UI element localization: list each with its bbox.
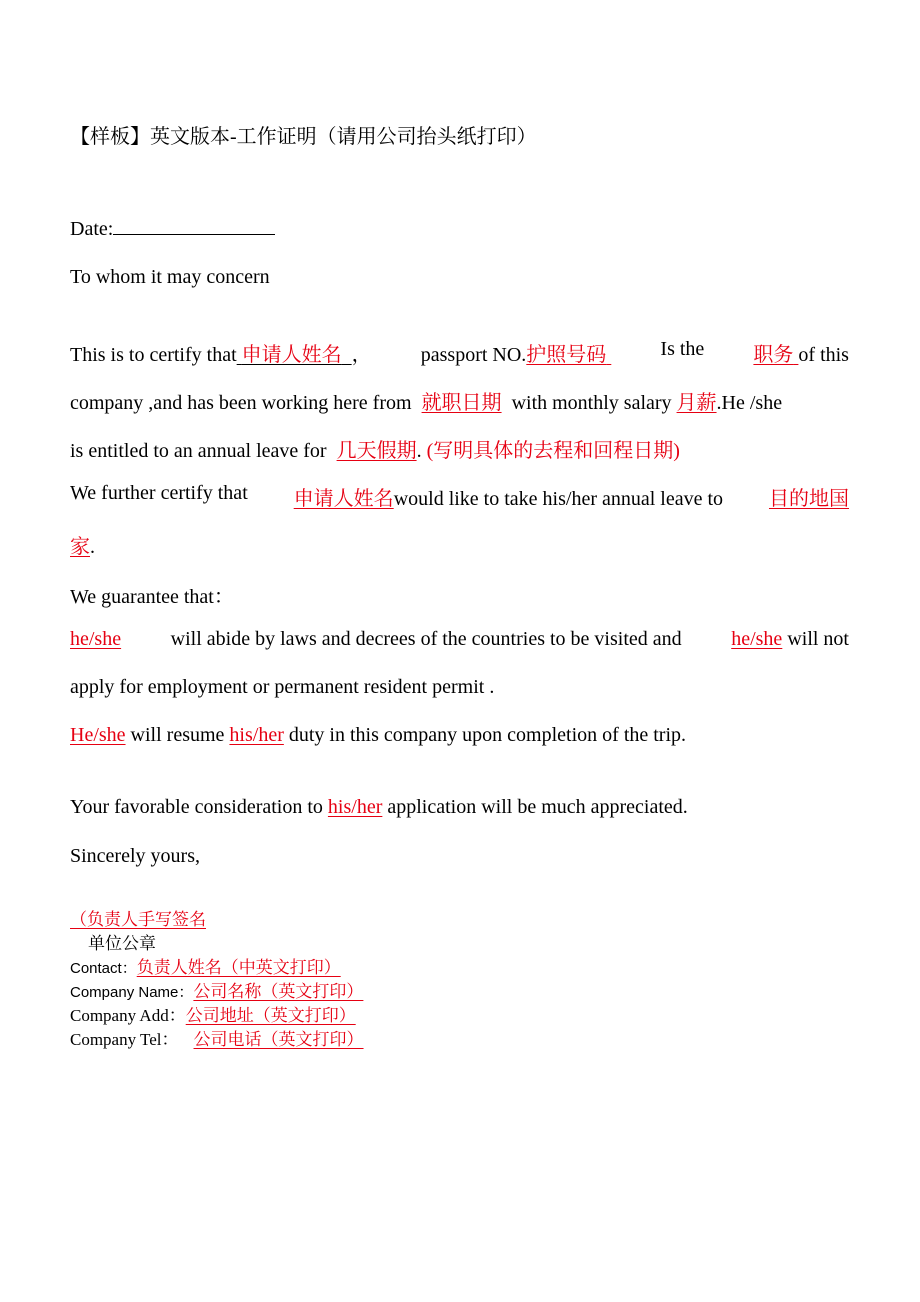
- para1-line4: We further certify that 申请人姓名would like to take his/her annual leave to 目的地国: [70, 482, 849, 510]
- para2-line2: apply for employment or permanent resident permit .: [70, 676, 495, 698]
- text-segment: This is to certify that 申请人姓名 ，: [70, 344, 372, 366]
- applicant-name-placeholder: 申请人姓名: [241, 344, 342, 366]
- pronoun-placeholder: he/she: [70, 628, 122, 650]
- para2-line3: He/she will resume his/her duty in this company upon completion of the trip.: [70, 724, 687, 746]
- destination-placeholder: 目的地国: [768, 488, 849, 510]
- contact-row: [70, 953, 341, 979]
- salary-placeholder: 月薪: [676, 392, 717, 414]
- company-add-value: 公司地址（英文打印）: [185, 1006, 356, 1025]
- para1-line5: 家.: [70, 536, 95, 558]
- handwritten-signature-note: （负责人手写签名: [70, 910, 206, 929]
- date-label: Date:: [70, 218, 114, 240]
- pronoun-placeholder-3: He/she: [70, 724, 126, 746]
- pronoun-placeholder-2: he/she: [731, 628, 783, 650]
- destination-placeholder-cont: 家: [70, 536, 90, 558]
- company-tel-label: Company Tel：: [70, 1030, 179, 1049]
- para2-line1: he/she will abide by laws and decrees of the countries to be visited and he/she will not: [70, 628, 849, 650]
- para1-line2: company ,and has been working here from 就职日期 with monthly salary 月薪.He /she: [70, 392, 783, 414]
- closing-line: Your favorable consideration to his/her application will be much appreciated.: [70, 796, 688, 818]
- text-segment: Is the: [660, 338, 705, 360]
- company-add-label: Company Add：: [70, 1006, 186, 1025]
- possessive-placeholder-2: his/her: [327, 796, 383, 818]
- para1-line1: [70, 338, 849, 367]
- company-name-value: 公司名称（英文打印）: [193, 982, 364, 1001]
- guarantee-heading: We guarantee that：: [70, 586, 234, 608]
- leave-days-placeholder: 几天假期: [336, 440, 417, 462]
- company-seal-label: 单位公章: [88, 934, 156, 953]
- company-name-label: Company Name：: [70, 984, 194, 1001]
- start-date-placeholder: 就职日期: [421, 392, 502, 414]
- company-add-row: [70, 1001, 356, 1027]
- date-line: [70, 218, 275, 241]
- contact-label: Contact：: [70, 960, 137, 977]
- document-title: 【样板】英文版本-工作证明（请用公司抬头纸打印）: [70, 126, 537, 148]
- possessive-placeholder: his/her: [229, 724, 284, 746]
- text-segment: [70, 628, 121, 651]
- company-tel-row: [70, 1025, 364, 1051]
- position-placeholder: 职务: [753, 344, 794, 366]
- company-tel-value: 公司电话（英文打印）: [193, 1030, 364, 1049]
- text-segment: passport NO.护照号码: [421, 338, 612, 367]
- para1-line3: is entitled to an annual leave for 几天假期. (写明具体的去程和回程日期): [70, 440, 680, 462]
- text-segment: he/she will not: [731, 628, 849, 650]
- text-segment: 申请人姓名would like to take his/her annual leave to: [293, 488, 724, 510]
- date-blank: [113, 218, 275, 235]
- travel-dates-note: (写明具体的去程和回程日期): [426, 440, 680, 462]
- company-name-row: [70, 977, 363, 1003]
- greeting: To whom it may concern: [70, 266, 270, 288]
- sign-off: Sincerely yours,: [70, 845, 200, 867]
- passport-placeholder: 护照号码: [526, 344, 607, 366]
- applicant-name-placeholder-2: 申请人姓名: [293, 488, 394, 510]
- contact-value: 负责人姓名（中英文打印）: [136, 958, 341, 977]
- text-segment: 职务 of this: [753, 344, 849, 366]
